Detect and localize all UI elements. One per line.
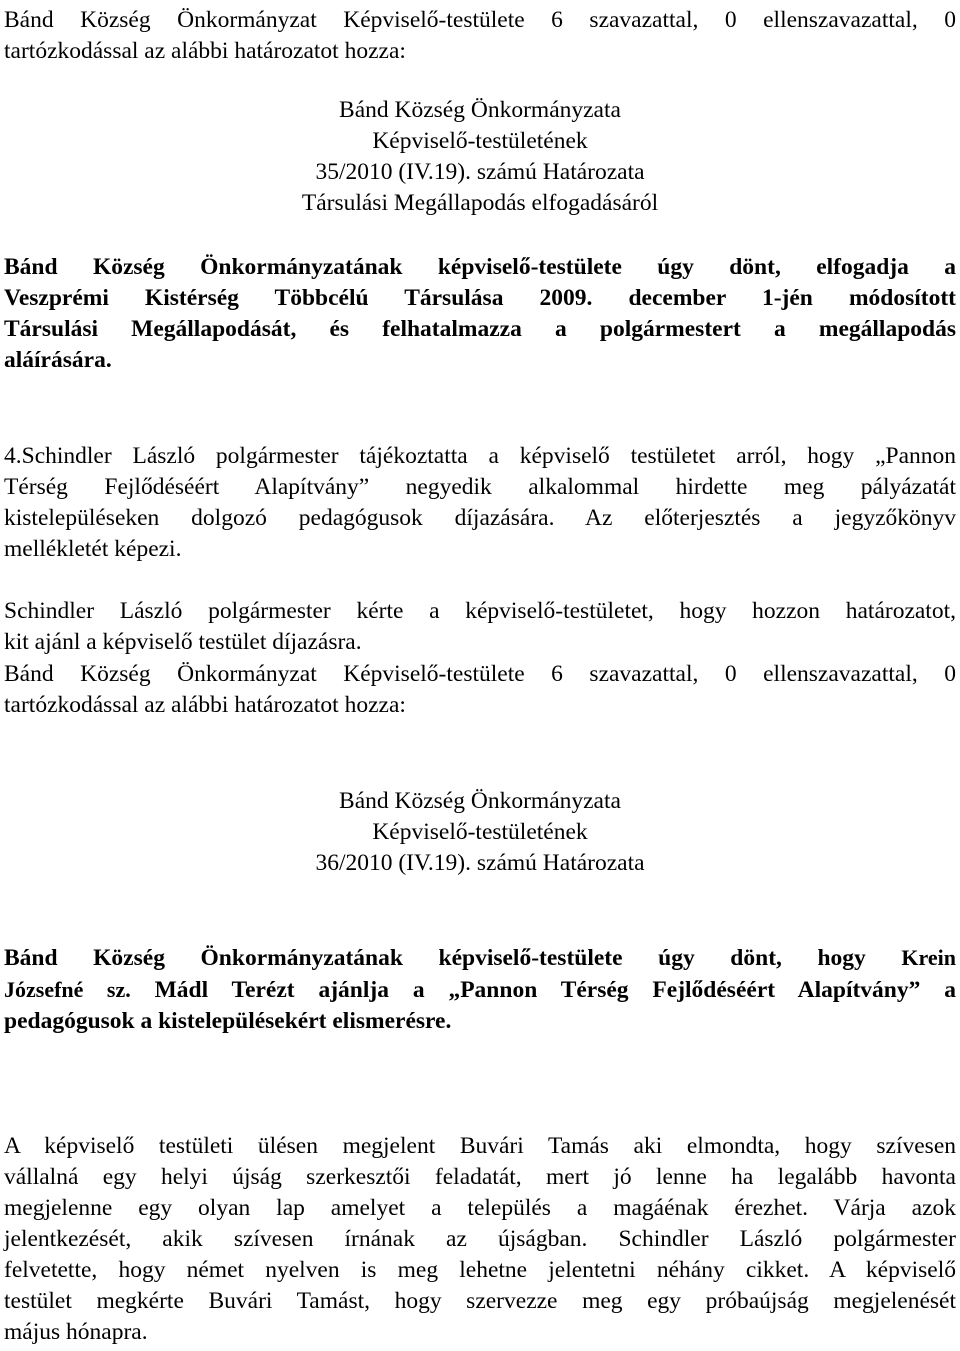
text-line: A képviselő testületi ülésen megjelent Buvári Tamás aki elmondta, hogy szívesen [4, 1133, 956, 1159]
body-text: Mádl Terézt ajánlja a „Pannon Térség Fejlődéséért Alapítvány” a [154, 977, 956, 1003]
text-line: tartózkodással az alábbi határozatot hozza: [4, 692, 406, 718]
text-line: Schindler László polgármester kérte a képviselő-testületet, hogy hozzon határozatot, [4, 598, 956, 624]
title-line: Bánd Község Önkormányzata [339, 788, 621, 814]
buvari-paragraph [4, 1131, 956, 1348]
text-line: Térség Fejlődéséért Alapítvány” negyedik alkalommal hirdette meg pályázatát [4, 474, 956, 500]
resolution-35-body [4, 252, 956, 376]
body-text: Bánd Község Önkormányzatának képviselő-testülete úgy dönt, hogy [4, 945, 866, 971]
text-line: aláírására. [4, 347, 112, 373]
nominee-name-part: Krein [901, 945, 956, 970]
text-line: Veszprémi Kistérség Többcélú Társulása 2009. december 1-jén módosított [4, 285, 956, 311]
text-line: tartózkodással az alábbi határozatot hozza: [4, 38, 406, 64]
vote-paragraph-2 [4, 659, 956, 721]
text-line: pedagógusok a kistelepülésekért elismerésre. [4, 1008, 452, 1034]
nominee-name-part: Józsefné sz. [4, 977, 131, 1002]
text-line: kit ajánl a képviselő testület díjazásra. [4, 629, 362, 655]
item-4-paragraph [4, 441, 956, 565]
title-line: 36/2010 (IV.19). számú Határozata [315, 850, 645, 876]
text-line: Bánd Község Önkormányzat Képviselő-testülete 6 szavazattal, 0 ellenszavazattal, 0 [4, 7, 956, 33]
text-line: jelentkezését, akik szívesen írnának az újságban. Schindler László polgármester [4, 1226, 956, 1252]
text-line: megjelenne egy olyan lap amelyet a település a magáénak érezhet. Várja azok [4, 1195, 956, 1221]
vote-paragraph-1 [4, 5, 956, 67]
text-line: kistelepüléseken dolgozó pedagógusok díjazására. Az előterjesztés a jegyzőkönyv [4, 505, 956, 531]
title-line: Társulási Megállapodás elfogadásáról [301, 190, 659, 216]
title-line: 35/2010 (IV.19). számú Határozata [315, 159, 645, 185]
title-line: Bánd Község Önkormányzata [339, 97, 621, 123]
text-line: testület megkérte Buvári Tamást, hogy szervezze meg egy próbaújság megjelenését [4, 1288, 956, 1314]
text-line: május hónapra. [4, 1319, 148, 1345]
text-line [4, 942, 956, 974]
resolution-36-body [4, 942, 956, 1037]
text-line: Bánd Község Önkormányzatának képviselő-testülete úgy dönt, elfogadja a [4, 254, 956, 280]
text-line: mellékletét képezi. [4, 536, 182, 562]
text-line: felvetette, hogy német nyelven is meg lehetne jelentetni néhány cikket. A képviselő [4, 1257, 956, 1283]
title-line: Képviselő-testületének [372, 128, 588, 154]
text-line: Társulási Megállapodását, és felhatalmazza a polgármestert a megállapodás [4, 316, 956, 342]
resolution-36-title [4, 786, 956, 879]
text-line: vállalná egy helyi újság szerkesztői feladatát, mert jó lenne ha legalább havonta [4, 1164, 956, 1190]
title-line: Képviselő-testületének [372, 819, 588, 845]
resolution-35-title [4, 95, 956, 219]
text-line: Bánd Község Önkormányzat Képviselő-testülete 6 szavazattal, 0 ellenszavazattal, 0 [4, 661, 956, 687]
text-line: 4.Schindler László polgármester tájékoztatta a képviselő testületet arról, hogy „Pannon [4, 443, 956, 469]
request-paragraph [4, 596, 956, 658]
text-line [4, 974, 956, 1006]
